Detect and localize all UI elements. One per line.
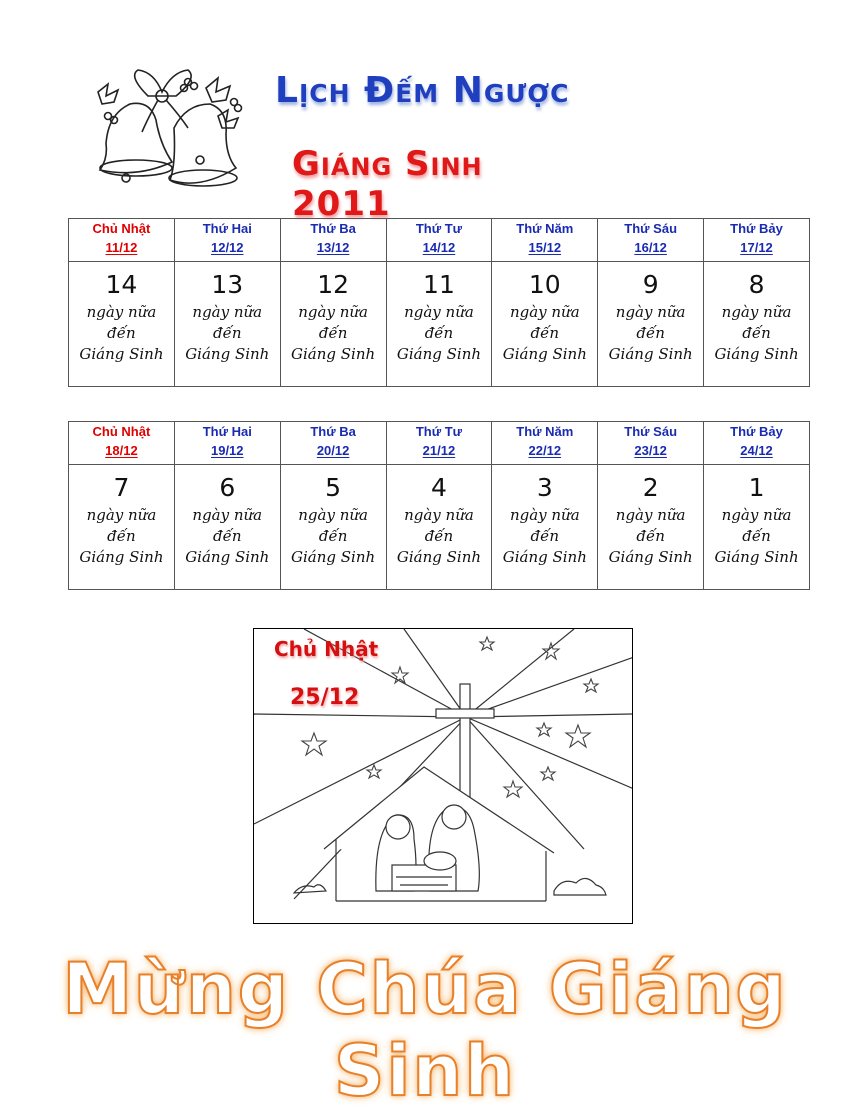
- day-name: Thứ Tư: [415, 424, 463, 439]
- day-header: [492, 422, 598, 465]
- countdown-text: đến: [318, 527, 348, 545]
- countdown-text: đến: [742, 324, 771, 342]
- countdown-cell: [386, 465, 492, 590]
- countdown-text: Giáng Sinh: [79, 345, 164, 363]
- day-date: 19/12: [210, 443, 244, 458]
- day-name: Thứ Năm: [516, 424, 574, 439]
- day-date: 14/12: [422, 240, 456, 255]
- day-date: 16/12: [634, 240, 667, 255]
- week-2-header-row: [69, 422, 810, 465]
- countdown-text: đến: [424, 324, 454, 342]
- countdown-cell: [69, 262, 175, 387]
- countdown-text: Giáng Sinh: [396, 548, 482, 566]
- countdown-text: đến: [318, 324, 348, 342]
- countdown-text: ngày nữa: [615, 506, 686, 524]
- countdown-text: Giáng Sinh: [79, 548, 164, 566]
- day-name: Thứ Sáu: [624, 221, 678, 236]
- day-header: [386, 422, 492, 465]
- day-date: 13/12: [316, 240, 350, 255]
- day-name: Thứ Năm: [516, 221, 574, 236]
- day-header: [174, 219, 280, 262]
- countdown-cell: [69, 465, 175, 590]
- countdown-text: Giáng Sinh: [396, 345, 482, 363]
- countdown-text: đến: [742, 527, 771, 545]
- countdown-text: Giáng Sinh: [502, 345, 587, 363]
- countdown-text: đến: [530, 527, 560, 545]
- day-name: Thứ Sáu: [624, 424, 678, 439]
- countdown-number: 8: [748, 270, 765, 299]
- christmas-bells-icon: [88, 66, 248, 190]
- countdown-cell: [174, 262, 280, 387]
- countdown-text: Giáng Sinh: [291, 548, 376, 566]
- countdown-text: Giáng Sinh: [608, 548, 693, 566]
- countdown-number: 7: [113, 473, 130, 502]
- countdown-text: ngày nữa: [509, 303, 580, 321]
- countdown-text: đến: [107, 324, 136, 342]
- countdown-cell: [704, 262, 810, 387]
- countdown-text: đến: [213, 324, 242, 342]
- day-date: 18/12: [105, 443, 138, 458]
- countdown-cell: [598, 465, 704, 590]
- countdown-text: đến: [107, 527, 136, 545]
- countdown-cell: [704, 465, 810, 590]
- day-header: [280, 422, 386, 465]
- countdown-text: ngày nữa: [192, 506, 263, 524]
- nativity-scene-icon: [254, 629, 633, 924]
- day-header: [598, 422, 704, 465]
- christmas-day-name: Chủ Nhật: [274, 637, 379, 661]
- day-name: Thứ Hai: [202, 221, 252, 236]
- countdown-number: 11: [423, 270, 455, 299]
- day-header: [280, 219, 386, 262]
- week-1-header-row: [69, 219, 810, 262]
- title-line-2: Giáng Sinh 2011: [292, 144, 483, 224]
- countdown-cell: [280, 262, 386, 387]
- countdown-text: Giáng Sinh: [185, 548, 270, 566]
- day-date: 23/12: [634, 443, 667, 458]
- day-header: [704, 422, 810, 465]
- countdown-number: 2: [642, 473, 659, 502]
- week-1-table: [68, 218, 810, 387]
- countdown-text: ngày nữa: [192, 303, 263, 321]
- day-header: [69, 219, 175, 262]
- countdown-text: đến: [636, 324, 665, 342]
- day-date: 20/12: [316, 443, 350, 458]
- countdown-text: Giáng Sinh: [714, 345, 799, 363]
- countdown-text: đến: [636, 527, 665, 545]
- countdown-cell: [598, 262, 704, 387]
- countdown-cell: [280, 465, 386, 590]
- countdown-text: ngày nữa: [721, 303, 792, 321]
- countdown-text: Giáng Sinh: [608, 345, 693, 363]
- week-2-table: [68, 421, 810, 590]
- day-date: 12/12: [210, 240, 244, 255]
- day-name: Thứ Ba: [310, 424, 356, 439]
- countdown-cell: [174, 465, 280, 590]
- countdown-number: 6: [219, 473, 236, 502]
- countdown-cell: [386, 262, 492, 387]
- day-name: Thứ Bảy: [730, 424, 783, 439]
- countdown-number: 5: [325, 473, 342, 502]
- countdown-text: Giáng Sinh: [714, 548, 799, 566]
- day-date: 22/12: [528, 443, 562, 458]
- countdown-text: ngày nữa: [404, 303, 474, 321]
- week-2-countdown-row: [69, 465, 810, 590]
- countdown-text: Giáng Sinh: [502, 548, 587, 566]
- countdown-text: Giáng Sinh: [185, 345, 270, 363]
- day-date: 24/12: [740, 443, 773, 458]
- countdown-text: ngày nữa: [86, 303, 157, 321]
- countdown-text: Giáng Sinh: [291, 345, 376, 363]
- countdown-text: ngày nữa: [404, 506, 474, 524]
- countdown-number: 9: [642, 270, 659, 299]
- day-name: Thứ Ba: [310, 221, 356, 236]
- countdown-number: 4: [431, 473, 447, 502]
- day-header: [704, 219, 810, 262]
- nativity-scene: [253, 628, 633, 924]
- countdown-text: ngày nữa: [298, 506, 368, 524]
- countdown-text: ngày nữa: [298, 303, 368, 321]
- countdown-text: ngày nữa: [86, 506, 157, 524]
- day-date: 11/12: [105, 240, 138, 255]
- countdown-number: 13: [211, 270, 244, 299]
- day-header: [69, 422, 175, 465]
- title-line-1: Lịch Đếm Ngược: [275, 70, 570, 111]
- christmas-date: 25/12: [290, 685, 360, 710]
- day-name: Thứ Hai: [202, 424, 252, 439]
- countdown-number: 14: [105, 270, 138, 299]
- countdown-number: 1: [748, 473, 765, 502]
- countdown-text: ngày nữa: [615, 303, 686, 321]
- day-header: [598, 219, 704, 262]
- day-header: [492, 219, 598, 262]
- countdown-number: 10: [528, 270, 561, 299]
- christmas-greeting: Mừng Chúa Giáng Sinh: [62, 948, 788, 1112]
- countdown-text: ngày nữa: [509, 506, 580, 524]
- day-header: [386, 219, 492, 262]
- countdown-cell: [492, 262, 598, 387]
- countdown-number: 3: [536, 473, 553, 502]
- day-header: [174, 422, 280, 465]
- countdown-text: ngày nữa: [721, 506, 792, 524]
- day-date: 21/12: [422, 443, 456, 458]
- countdown-cell: [492, 465, 598, 590]
- day-name: Chủ Nhật: [92, 424, 151, 439]
- countdown-text: đến: [213, 527, 242, 545]
- day-name: Thứ Bảy: [730, 221, 783, 236]
- day-name: Chủ Nhật: [92, 221, 151, 236]
- countdown-number: 12: [317, 270, 350, 299]
- day-date: 17/12: [740, 240, 773, 255]
- day-date: 15/12: [528, 240, 562, 255]
- day-name: Thứ Tư: [415, 221, 463, 236]
- countdown-text: đến: [424, 527, 454, 545]
- week-1-countdown-row: [69, 262, 810, 387]
- countdown-text: đến: [530, 324, 560, 342]
